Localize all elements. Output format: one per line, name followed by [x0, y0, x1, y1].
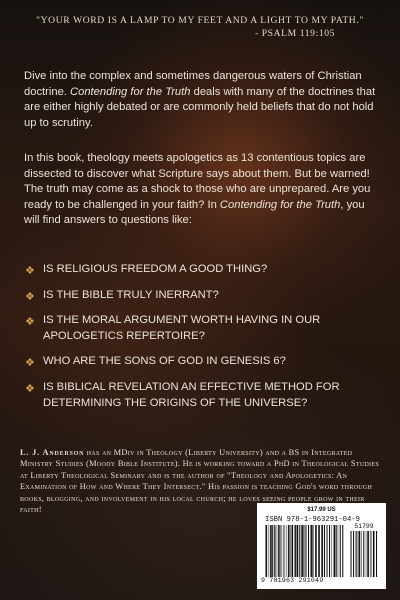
question-list — [20, 262, 380, 421]
price-label: $17.99 US — [307, 507, 336, 513]
question-text: IS THE BIBLE TRULY INERRANT? — [43, 288, 219, 301]
epigraph-reference: - PSALM 119:105 — [254, 28, 336, 39]
question-item — [20, 313, 380, 344]
addon-barcode-bars — [350, 531, 378, 577]
price-addon-number: 51799 — [354, 523, 374, 530]
blurb-text: deals with many of the doctrines that are either highly debated or are commonly held beliefs that do not hold up to scrutiny. — [24, 85, 376, 129]
diamond-bullet-icon: ❖ — [25, 357, 35, 370]
blurb-text: , you will find answers to questions like: — [24, 198, 365, 227]
question-item — [20, 288, 380, 304]
blurb-paragraph-1 — [24, 69, 376, 131]
question-text: IS RELIGIOUS FREEDOM A GOOD THING? — [43, 263, 268, 275]
book-title: Contending for the Truth — [219, 198, 341, 211]
question-text: WHO ARE THE SONS OF GOD IN GENESIS 6? — [43, 355, 286, 368]
question-item — [20, 354, 380, 370]
book-title: Contending for the Truth — [70, 85, 191, 98]
blurb-text: Dive into the complex and sometimes dangerous waters of Christian doctrine. — [24, 70, 362, 98]
ean-digits: 9 781963 291049 — [261, 577, 324, 584]
diamond-bullet-icon: ❖ — [25, 382, 35, 395]
question-item — [20, 262, 380, 278]
ean-barcode-bars — [265, 525, 345, 577]
diamond-bullet-icon: ❖ — [25, 316, 35, 329]
barcode — [257, 503, 386, 589]
author-bio-text: has an MDiv in Theology (Liberty University) and a BS in Integrated Ministry Studies (Moody Bible Institute). He is working toward a PhD in Theological Studies at Liberty Theological Seminary and is the author of "Theology and Apologetics: An Examination of How and Where They Intersect." His passion is teaching God's word through books, blogging, and involvement in his local church; he loves seeing people grow in their faith! — [20, 448, 380, 515]
epigraph — [20, 14, 380, 40]
question-text: IS THE MORAL ARGUMENT WORTH HAVING IN OUR APOLOGETICS REPERTOIRE? — [43, 314, 321, 342]
question-item — [20, 380, 380, 411]
blurb-paragraph-2 — [24, 151, 376, 229]
diamond-bullet-icon: ❖ — [25, 290, 35, 303]
blurb-text: In this book, theology meets apologetics as 13 contentious topics are dissected to discover what Scripture says about them. But be warned! The truth may come as a shock to those who are unprepared. Are you ready to be challenged in your faith? In — [24, 152, 371, 211]
epigraph-quote: "YOUR WORD IS A LAMP TO MY FEET AND A LIGHT TO MY PATH." — [36, 15, 364, 26]
diamond-bullet-icon: ❖ — [25, 265, 35, 277]
question-text: IS BIBLICAL REVELATION AN EFFECTIVE METHOD FOR DETERMINING THE ORIGINS OF THE UNIVERSE? — [43, 380, 340, 409]
author-name: L. J. Anderson — [20, 448, 85, 457]
isbn-label: ISBN 978-1-963291-04-9 — [265, 516, 360, 524]
